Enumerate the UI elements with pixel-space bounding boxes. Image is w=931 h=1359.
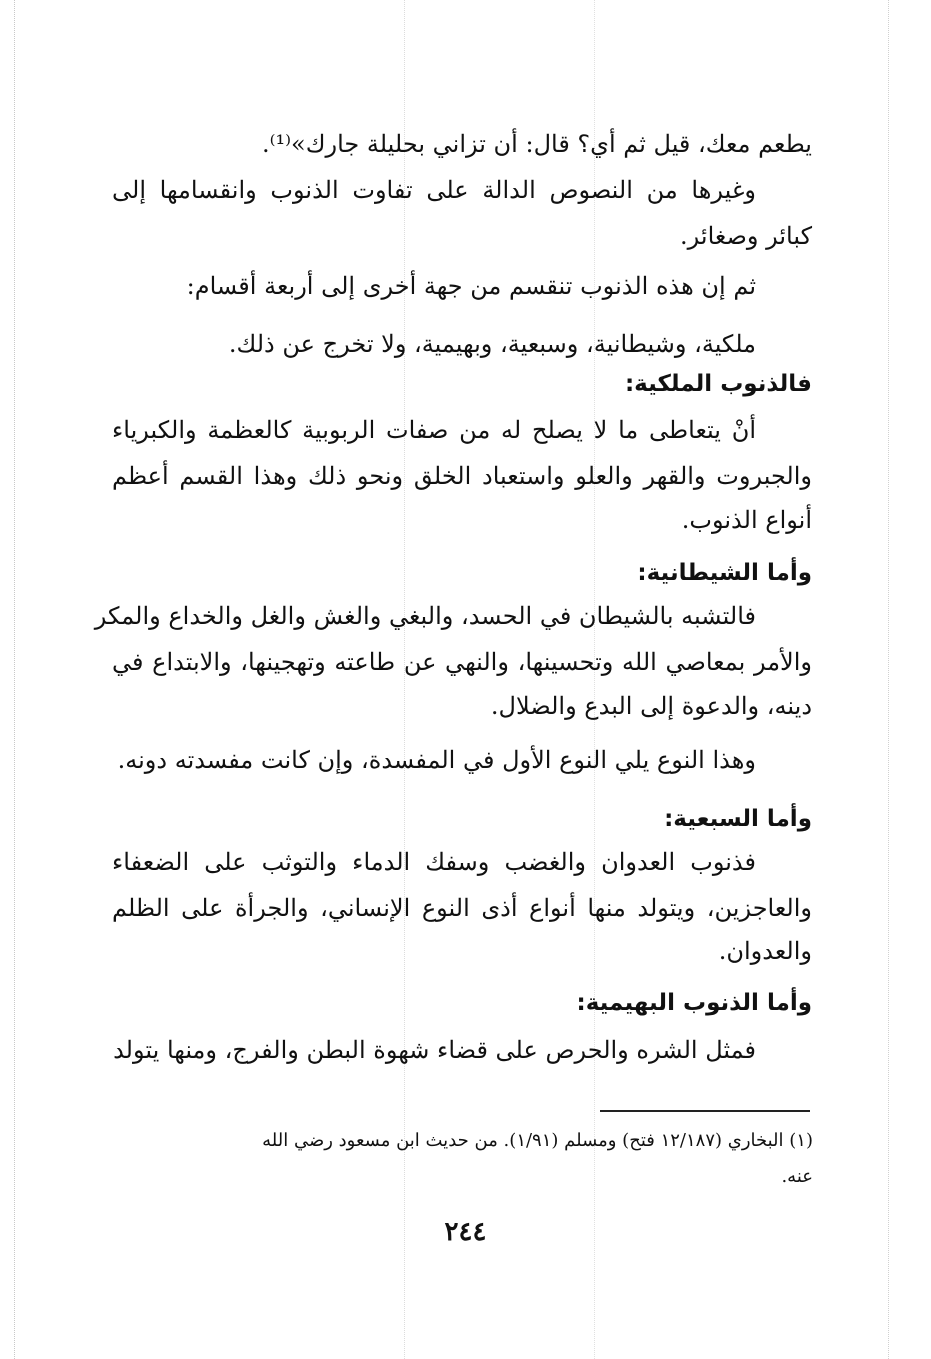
- text-line: أنواع الذنوب.: [681, 506, 812, 534]
- footnote-text: عنه.: [781, 1166, 813, 1187]
- text-line: والعاجزين، ويتولد منها أنواع أذى النوع الإنساني، والجرأة على الظلم: [112, 894, 812, 922]
- text-line: والعدوان.: [718, 937, 812, 965]
- text-line: ثم إن هذه الذنوب تنقسم من جهة أخرى إلى أربعة أقسام:: [186, 272, 756, 300]
- section-heading: وأما السبعية:: [664, 806, 812, 832]
- text-line: فمثل الشره والحرص على قضاء شهوة البطن والفرج، ومنها يتولد: [113, 1036, 756, 1064]
- page-number: ٢٤٤: [444, 1217, 487, 1247]
- text-line: فذنوب العدوان والغضب وسفك الدماء والتوثب على الضعفاء: [112, 848, 756, 876]
- text-line: يطعم معك، قيل ثم أي؟ قال: أن تزاني بحليلة جارك»⁽¹⁾.: [261, 130, 812, 158]
- text-line: والجبروت والقهر والعلو واستعباد الخلق ونحو ذلك وهذا القسم أعظم: [112, 462, 813, 490]
- text-line: وهذا النوع يلي النوع الأول في المفسدة، وإن كانت مفسدته دونه.: [117, 746, 756, 774]
- scan-artifact-line: [888, 0, 889, 1359]
- text-line: كبائر وصغائر.: [680, 222, 812, 250]
- text-line: ملكية، وشيطانية، وسبعية، وبهيمية، ولا تخرج عن ذلك.: [228, 330, 756, 358]
- footnote-text: (١) البخاري (١٢/١٨٧ فتح) ومسلم (١/٩١). من حديث ابن مسعود رضي الله: [262, 1130, 813, 1151]
- text-line: دينه، والدعوة إلى البدع والضلال.: [490, 692, 812, 720]
- footnote-separator: [600, 1110, 810, 1112]
- section-heading: وأما الذنوب البهيمية:: [576, 990, 812, 1016]
- text-line: وغيرها من النصوص الدالة على تفاوت الذنوب وانقسامها إلى: [112, 176, 756, 204]
- text-line: والأمر بمعاصي الله وتحسينها، والنهي عن طاعته وتهجينها، والابتداع في: [112, 648, 812, 676]
- section-heading: وأما الشيطانية:: [637, 560, 812, 586]
- scan-artifact-line: [14, 0, 15, 1359]
- section-heading: فالذنوب الملكية:: [624, 371, 812, 397]
- text-line: فالتشبه بالشيطان في الحسد، والبغي والغش والغل والخداع والمكر: [94, 602, 756, 630]
- text-line: أنْ يتعاطى ما لا يصلح له من صفات الربوبية كالعظمة والكبرياء: [112, 416, 756, 444]
